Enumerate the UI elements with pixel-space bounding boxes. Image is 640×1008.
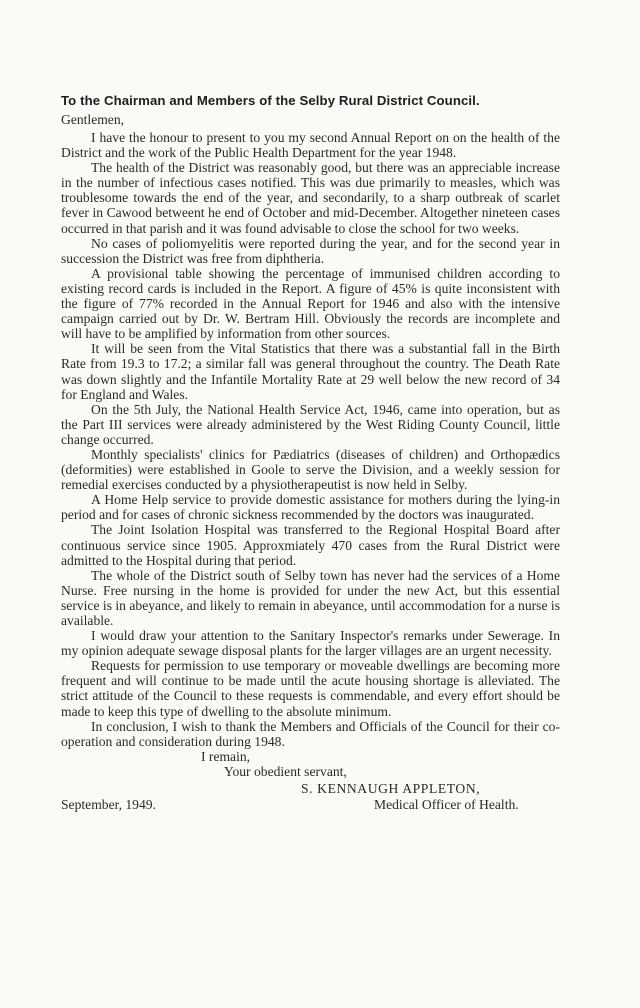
letter-heading: To the Chairman and Members of the Selby Rural District Council. bbox=[61, 93, 480, 108]
paragraph: No cases of poliomyelitis were reported during the year, and for the second year in succession the District was free from diphtheria. bbox=[61, 235, 560, 266]
letter-closing bbox=[61, 749, 560, 839]
signature-title: Medical Officer of Health. bbox=[374, 796, 519, 812]
paragraph: It will be seen from the Vital Statistics that there was a substantial fall in the Birth Rate from 19.3 to 17.2; a similar fall was general throughout the country. The Death Rate was down slightly and the Infantile Mortality Rate at 29 well below the new record of 34 for England and Wales. bbox=[61, 341, 560, 402]
paragraph: The whole of the District south of Selby town has never had the services of a Home Nurse. Free nursing in the home is provided for under the new Act, but this essential service is in abeyance, and likely to remain in abeyance, until accommodation for a nurse is available. bbox=[61, 567, 560, 628]
paragraph: A Home Help service to provide domestic assistance for mothers during the lying-in period and for cases of chronic sickness recommended by the doctors was inaugurated. bbox=[61, 492, 560, 523]
salutation: Gentlemen, bbox=[61, 112, 125, 127]
closing-servant: Your obedient servant, bbox=[224, 763, 347, 779]
letter-date: September, 1949. bbox=[61, 796, 156, 812]
paragraph: The health of the District was reasonably good, but there was an appreciable increase in the number of infectious cases notified. This was due primarily to measles, which was troublesome towards the end of the year, and secondarily, to a sharp outbreak of scarlet fever in Cawood betweent he end of October and mid-December. Altogether nineteen cases occurred in that parish and it was found advisable to close the school for two weeks. bbox=[61, 160, 560, 236]
paragraph: I would draw your attention to the Sanitary Inspector's remarks under Sewerage. In my opinion adequate sewage disposal plants for the larger villages are an urgent necessity. bbox=[61, 628, 560, 659]
signature-name: S. KENNAUGH APPLETON, bbox=[301, 780, 481, 796]
paragraph: Monthly specialists' clinics for Pædiatrics (diseases of children) and Orthopædics (deformities) were established in Goole to serve the Division, and a weekly session for remedial exercises conducted by a physiotherapeutist is now held in Selby. bbox=[61, 446, 560, 493]
paragraph: A provisional table showing the percentage of immunised children according to existing record cards is included in the Report. A figure of 45% is quite inconsistent with the figure of 77% recorded in the Annual Report for 1946 and also with the intensive campaign carried out by Dr. W. Bertram Hill. Obviously the records are incomplete and will have to be amplified by information from other sources. bbox=[61, 265, 560, 342]
paragraph: Requests for permission to use temporary or moveable dwellings are becoming more frequent and will continue to be made until the acute housing shortage is alleviated. The strict attitude of the Council to these requests is commendable, and every effort should be made to keep this type of dwelling to the absolute minimum. bbox=[61, 658, 560, 719]
closing-remain: I remain, bbox=[201, 748, 251, 764]
paragraph: I have the honour to present to you my second Annual Report on on the health of the District and the work of the Public Health Department for the year 1948. bbox=[61, 130, 560, 161]
paragraph: In conclusion, I wish to thank the Members and Officials of the Council for their co-operation and consideration during 1948. bbox=[61, 718, 560, 749]
paragraph: The Joint Isolation Hospital was transferred to the Regional Hospital Board after continuous service since 1905. Approxmiately 470 cases from the Rural District were admitted to the Hospital during that period. bbox=[61, 522, 560, 568]
letter-body bbox=[61, 130, 560, 749]
paragraph: On the 5th July, the National Health Service Act, 1946, came into operation, but as the Part III services were already administered by the West Riding County Council, little change occurred. bbox=[61, 401, 560, 447]
